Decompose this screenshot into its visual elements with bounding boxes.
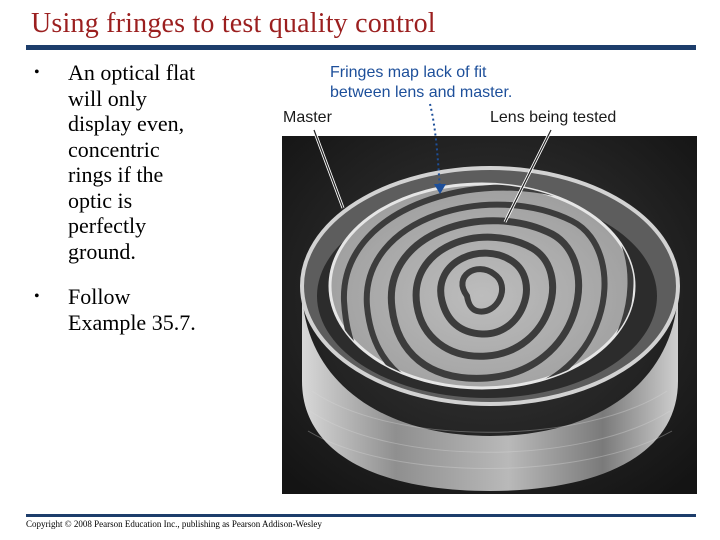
title-divider	[26, 45, 696, 50]
bullet-text: An optical flat will only display even, concentric rings if the optic is perfectly ground.	[68, 60, 196, 264]
bullet-item	[30, 284, 260, 335]
lens-label: Lens being tested	[490, 109, 617, 126]
bullet-marker: •	[34, 64, 40, 81]
bullet-item	[30, 60, 260, 264]
fringes-callout	[330, 63, 540, 103]
slide-title: Using fringes to test quality control	[31, 8, 436, 39]
bullet-list	[30, 60, 260, 355]
bullet-marker: •	[34, 288, 40, 305]
bullet-text: Follow Example 35.7.	[68, 284, 196, 335]
fringes-callout-line1: Fringes map lack of fit	[330, 64, 487, 81]
footer-divider	[26, 514, 696, 517]
interference-fringes-photo	[282, 136, 697, 494]
master-label: Master	[283, 109, 332, 126]
fringes-callout-line2: between lens and master.	[330, 84, 513, 101]
copyright-footer: Copyright © 2008 Pearson Education Inc., publishing as Pearson Addison-Wesley	[26, 519, 322, 529]
